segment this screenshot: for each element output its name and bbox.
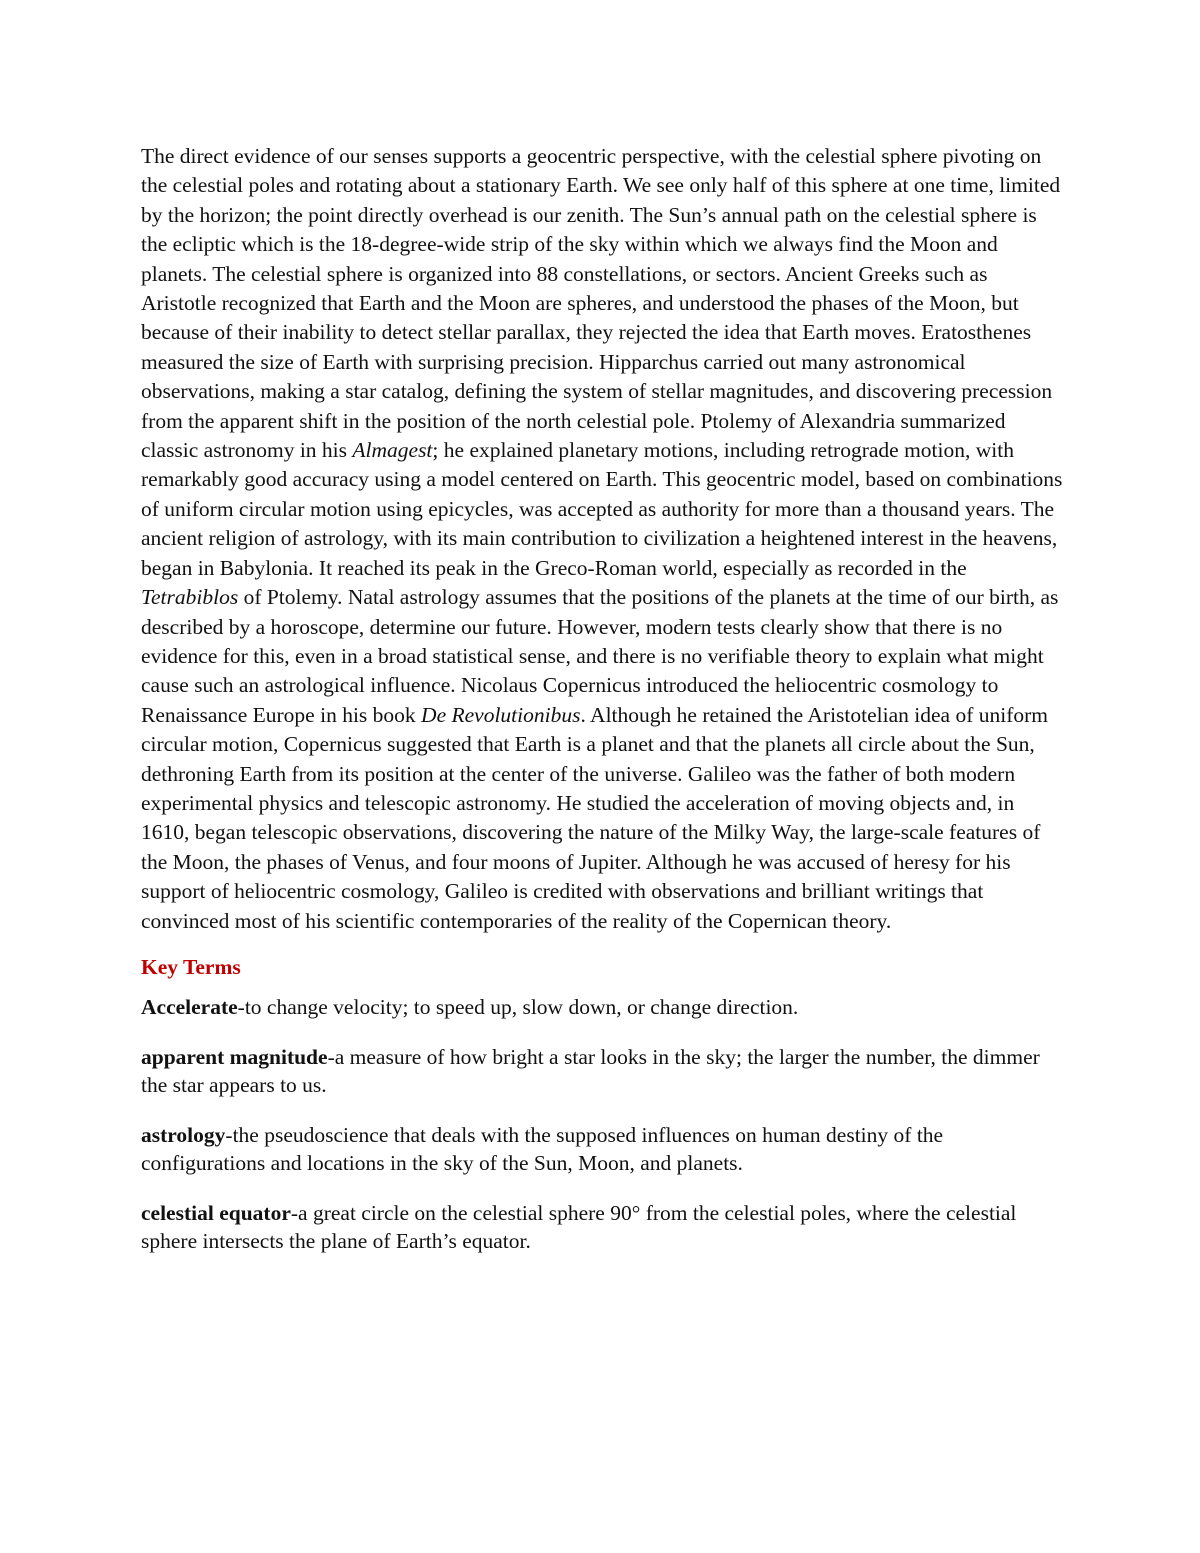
summary-paragraph <box>141 142 1066 936</box>
term-word: astrology <box>141 1123 226 1148</box>
term-definition: -a great circle on the celestial sphere 90° from the celestial poles, where the celestial sphere intersects the plane of Earth’s equator. <box>141 1201 1017 1253</box>
summary-text-4: . Although he retained the Aristotelian idea of uniform circular motion, Copernicus suggested that Earth is a planet and that the planets all circle about the Sun, dethroning Earth from its position at the center of the universe. Galileo was the father of both modern experimental physics and telescopic astronomy. He studied the acceleration of moving objects and, in 1610, began telescopic observations, discovering the nature of the Milky Way, the large-scale features of the Moon, the phases of Venus, and four moons of Jupiter. Although he was accused of heresy for his support of heliocentric cosmology, Galileo is credited with observations and brilliant writings that convinced most of his scientific contemporaries of the reality of the Copernican theory. <box>141 702 1048 933</box>
term-word: celestial equator <box>141 1201 291 1226</box>
book-title-almagest: Almagest <box>352 438 433 463</box>
book-title-tetrabiblos: Tetrabiblos <box>141 585 239 610</box>
key-terms-heading: Key Terms <box>141 954 241 979</box>
term-definition: -to change velocity; to speed up, slow down, or change direction. <box>237 994 799 1019</box>
term-word: apparent magnitude <box>141 1045 328 1070</box>
summary-text-2: ; he explained planetary motions, including retrograde motion, with remarkably good accuracy using a model centered on Earth. This geocentric model, based on combinations of uniform circular motion using epicycles, was accepted as authority for more than a thousand years. The ancient religion of astrology, with its main contribution to civilization a heightened interest in the heavens, began in Babylonia. It reached its peak in the Greco-Roman world, especially as recorded in the <box>141 438 1063 580</box>
key-term-astrology <box>141 1122 1066 1177</box>
book-title-de-revolutionibus: De Revolutionibus <box>421 702 581 727</box>
summary-text-3: of Ptolemy. Natal astrology assumes that the positions of the planets at the time of our birth, as described by a horoscope, determine our future. However, modern tests clearly show that there is no evidence for this, even in a broad statistical sense, and there is no verifiable theory to explain what might cause such an astrological influence. Nicolaus Copernicus introduced the heliocentric cosmology to Renaissance Europe in his book <box>141 585 1059 727</box>
term-definition: -the pseudoscience that deals with the supposed influences on human destiny of the configurations and locations in the sky of the Sun, Moon, and planets. <box>141 1123 944 1175</box>
summary-text-1: The direct evidence of our senses supports a geocentric perspective, with the celestial sphere pivoting on the celestial poles and rotating about a stationary Earth. We see only half of this sphere at one time, limited by the horizon; the point directly overhead is our zenith. The Sun’s annual path on the celestial sphere is the ecliptic which is the 18-degree-wide strip of the sky within which we always find the Moon and planets. The celestial sphere is organized into 88 constellations, or sectors. Ancient Greeks such as Aristotle recognized that Earth and the Moon are spheres, and understood the phases of the Moon, but because of their inability to detect stellar parallax, they rejected the idea that Earth moves. Eratosthenes measured the size of Earth with surprising precision. Hipparchus carried out many astronomical observations, making a star catalog, defining the system of stellar magnitudes, and discovering precession from the apparent shift in the position of the north celestial pole. Ptolemy of Alexandria summarized classic astronomy in his <box>141 144 1061 463</box>
document-page <box>141 142 1066 1278</box>
key-term-apparent-magnitude <box>141 1044 1066 1099</box>
key-term-celestial-equator <box>141 1200 1066 1255</box>
term-word: Accelerate <box>141 994 238 1019</box>
term-definition: -a measure of how bright a star looks in the sky; the larger the number, the dimmer the star appears to us. <box>141 1045 1040 1097</box>
key-term-accelerate <box>141 994 1066 1022</box>
